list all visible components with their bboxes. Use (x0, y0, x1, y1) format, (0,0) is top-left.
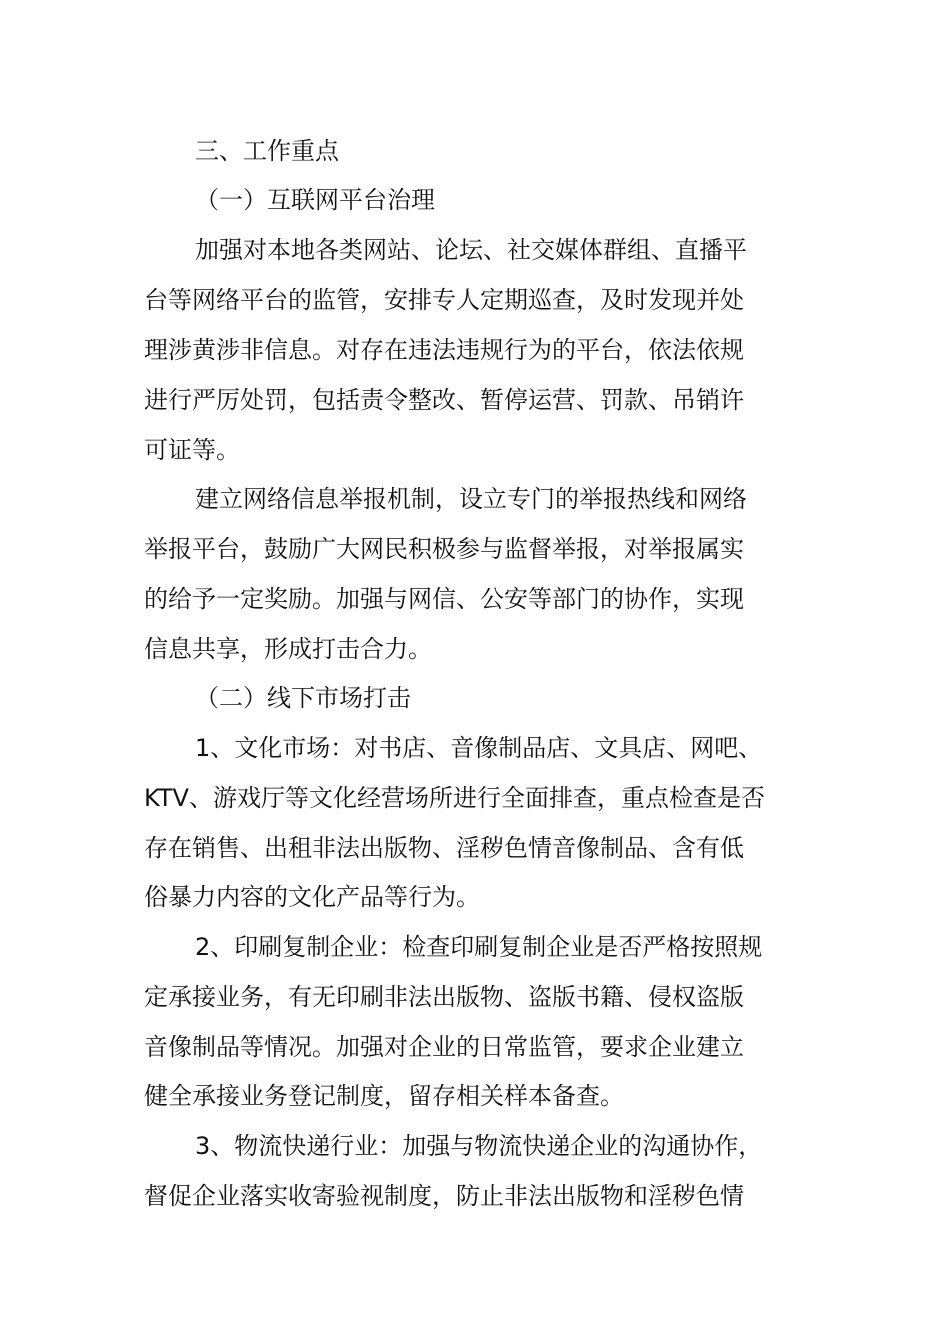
paragraph-line: 健全承接业务登记制度，留存相关样本备查。 (144, 1082, 624, 1110)
paragraph-line: 音像制品等情况。加强对企业的日常监管，要求企业建立 (144, 1033, 744, 1061)
paragraph-line: KTV、游戏厅等文化经营场所进行全面排查，重点检查是否 (144, 784, 765, 812)
paragraph-line: 信息共享，形成打击合力。 (144, 635, 432, 663)
subsection-heading-offline: （二）线下市场打击 (195, 684, 411, 712)
paragraph-line: 建立网络信息举报机制，设立专门的举报热线和网络 (195, 485, 747, 513)
paragraph-line: 台等网络平台的监管，安排专人定期巡查，及时发现并处 (144, 286, 744, 314)
subsection-heading-online: （一）互联网平台治理 (195, 186, 435, 214)
paragraph-line: 存在销售、出租非法出版物、淫秽色情音像制品、含有低 (144, 834, 744, 862)
paragraph-line: 可证等。 (144, 436, 240, 464)
section-heading: 三、工作重点 (195, 137, 339, 165)
paragraph-line: 定承接业务，有无印刷非法出版物、盗版书籍、侵权盗版 (144, 983, 744, 1011)
paragraph-line: 1、文化市场：对书店、音像制品店、文具店、网吧、 (195, 734, 763, 762)
paragraph-line: 理涉黄涉非信息。对存在违法违规行为的平台，依法依规 (144, 336, 744, 364)
paragraph-line: 2、印刷复制企业：检查印刷复制企业是否严格按照规 (195, 933, 763, 961)
paragraph-line: 3、物流快递行业：加强与物流快递企业的沟通协作， (195, 1132, 763, 1160)
paragraph-line: 举报平台，鼓励广大网民积极参与监督举报，对举报属实 (144, 535, 744, 563)
paragraph-line: 督促企业落实收寄验视制度，防止非法出版物和淫秽色情 (144, 1182, 744, 1210)
paragraph-line: 加强对本地各类网站、论坛、社交媒体群组、直播平 (195, 236, 747, 264)
paragraph-line: 俗暴力内容的文化产品等行为。 (144, 883, 480, 911)
paragraph-line: 的给予一定奖励。加强与网信、公安等部门的协作，实现 (144, 585, 744, 613)
paragraph-line: 进行严厉处罚，包括责令整改、暂停运营、罚款、吊销许 (144, 386, 744, 414)
